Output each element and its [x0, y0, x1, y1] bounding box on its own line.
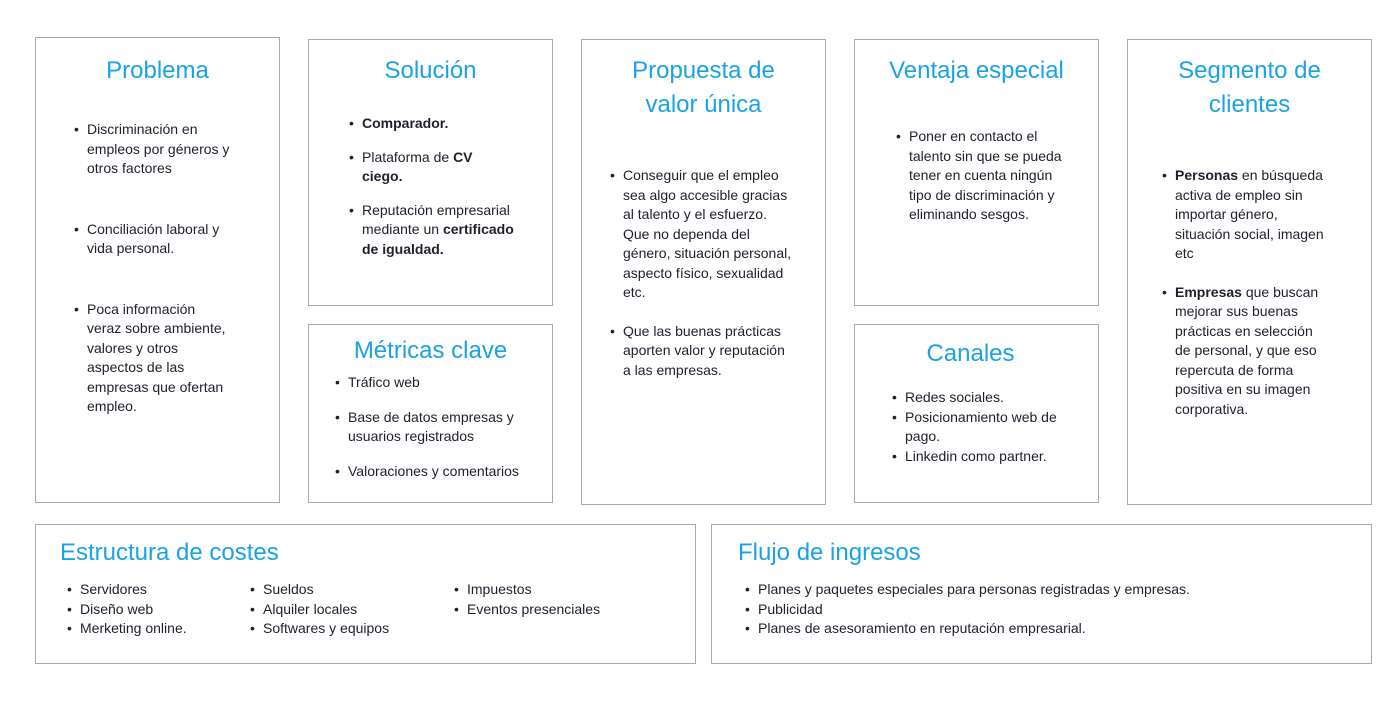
canales-card: [854, 324, 1099, 503]
costes-title: Estructura de costes: [60, 539, 279, 566]
list-item: • Planes de asesoramiento en reputación empresarial.: [758, 619, 1358, 639]
list-item: • Impuestos: [467, 580, 667, 600]
list-item: [362, 114, 527, 134]
list-item: • Sueldos: [263, 580, 443, 600]
ventaja-title: Ventaja especial: [889, 57, 1064, 84]
propuesta-card: [581, 39, 826, 505]
list-item: • Que las buenas prácticas aporten valor y reputación a las empresas.: [623, 322, 795, 381]
list-item: • Softwares y equipos: [263, 619, 443, 639]
list-item: • Valoraciones y comentarios: [348, 462, 548, 482]
list-item: • Conseguir que el empleo sea algo accesible gracias al talento y el esfuerzo. Que no dependa del género, situación personal, aspecto físico, sexualidad etc.: [623, 166, 793, 303]
list-item: • Base de datos empresas y usuarios registrados: [348, 408, 523, 447]
segmento-title: Segmento de clientes: [1178, 57, 1321, 118]
list-item: • Linkedin como partner.: [905, 447, 1085, 467]
list-item: • Discriminación en empleos por géneros y otros factores: [87, 120, 247, 179]
list-item: • Poca información veraz sobre ambiente, valores y otros aspectos de las empresas que ofertan empleo.: [87, 300, 232, 417]
segmento-item2-text: que buscan mejorar sus buenas prácticas en selección de personal, y que eso repercuta de forma positiva en su imagen corporativa.: [1175, 283, 1319, 417]
list-item: [1175, 166, 1335, 264]
costes-col1: [67, 580, 250, 639]
solucion-item3-text: Reputación empresarial mediante un: [362, 201, 510, 237]
segmento-item1-bold: Personas: [1175, 167, 1239, 183]
list-item: [1175, 283, 1327, 420]
solucion-item2-bold: CV ciego.: [362, 148, 473, 184]
ventaja-list: [896, 127, 1064, 225]
list-item: • Servidores: [80, 580, 250, 600]
segmento-item1-text: en búsqueda activa de empleo sin importar género, situación social, imagen etc: [1175, 167, 1324, 261]
problema-title: Problema: [106, 57, 209, 84]
list-item: • Diseño web: [80, 600, 250, 620]
ingresos-card: [711, 524, 1372, 664]
solucion-item3-bold: certificado de igualdad.: [362, 221, 514, 257]
list-item: [362, 201, 517, 260]
costes-card: [35, 524, 696, 664]
list-item: • Eventos presenciales: [467, 600, 667, 620]
list-item: • Poner en contacto el talento sin que se pueda tener en cuenta ningún tipo de discriminación y eliminando sesgos.: [909, 127, 1064, 225]
list-item: • Redes sociales.: [905, 388, 1085, 408]
costes-col2: [250, 580, 443, 639]
propuesta-title: Propuesta de valor única: [632, 57, 775, 118]
list-item: [362, 148, 490, 187]
canales-list: [892, 388, 1085, 466]
list-item: • Alquiler locales: [263, 600, 443, 620]
solucion-card: [308, 39, 553, 306]
propuesta-list: [610, 166, 798, 380]
list-item: • Tráfico web: [348, 373, 548, 393]
segmento-list: [1162, 166, 1335, 419]
solucion-title: Solución: [384, 57, 477, 84]
list-item: • Publicidad: [758, 600, 1358, 620]
ventaja-card: [854, 39, 1099, 306]
problema-list: [74, 120, 247, 417]
solucion-list: [349, 114, 527, 259]
metricas-list: [335, 373, 548, 481]
list-item: • Conciliación laboral y vida personal.: [87, 220, 247, 259]
problema-card: [35, 37, 280, 503]
canales-title: Canales: [926, 340, 1015, 367]
solucion-item1: Comparador.: [362, 115, 449, 131]
costes-col3: [454, 580, 667, 619]
list-item: • Planes y paquetes especiales para personas registradas y empresas.: [758, 580, 1358, 600]
solucion-item2-text: Plataforma de: [362, 148, 454, 165]
ingresos-list: [745, 580, 1358, 639]
segmento-item2-bold: Empresas: [1175, 283, 1242, 300]
list-item: • Merketing online.: [80, 619, 250, 639]
metricas-title: Métricas clave: [353, 337, 508, 364]
segmento-card: [1127, 39, 1372, 505]
metricas-card: [308, 324, 553, 503]
list-item: • Posicionamiento web de pago.: [905, 408, 1070, 447]
ingresos-title: Flujo de ingresos: [738, 539, 921, 566]
